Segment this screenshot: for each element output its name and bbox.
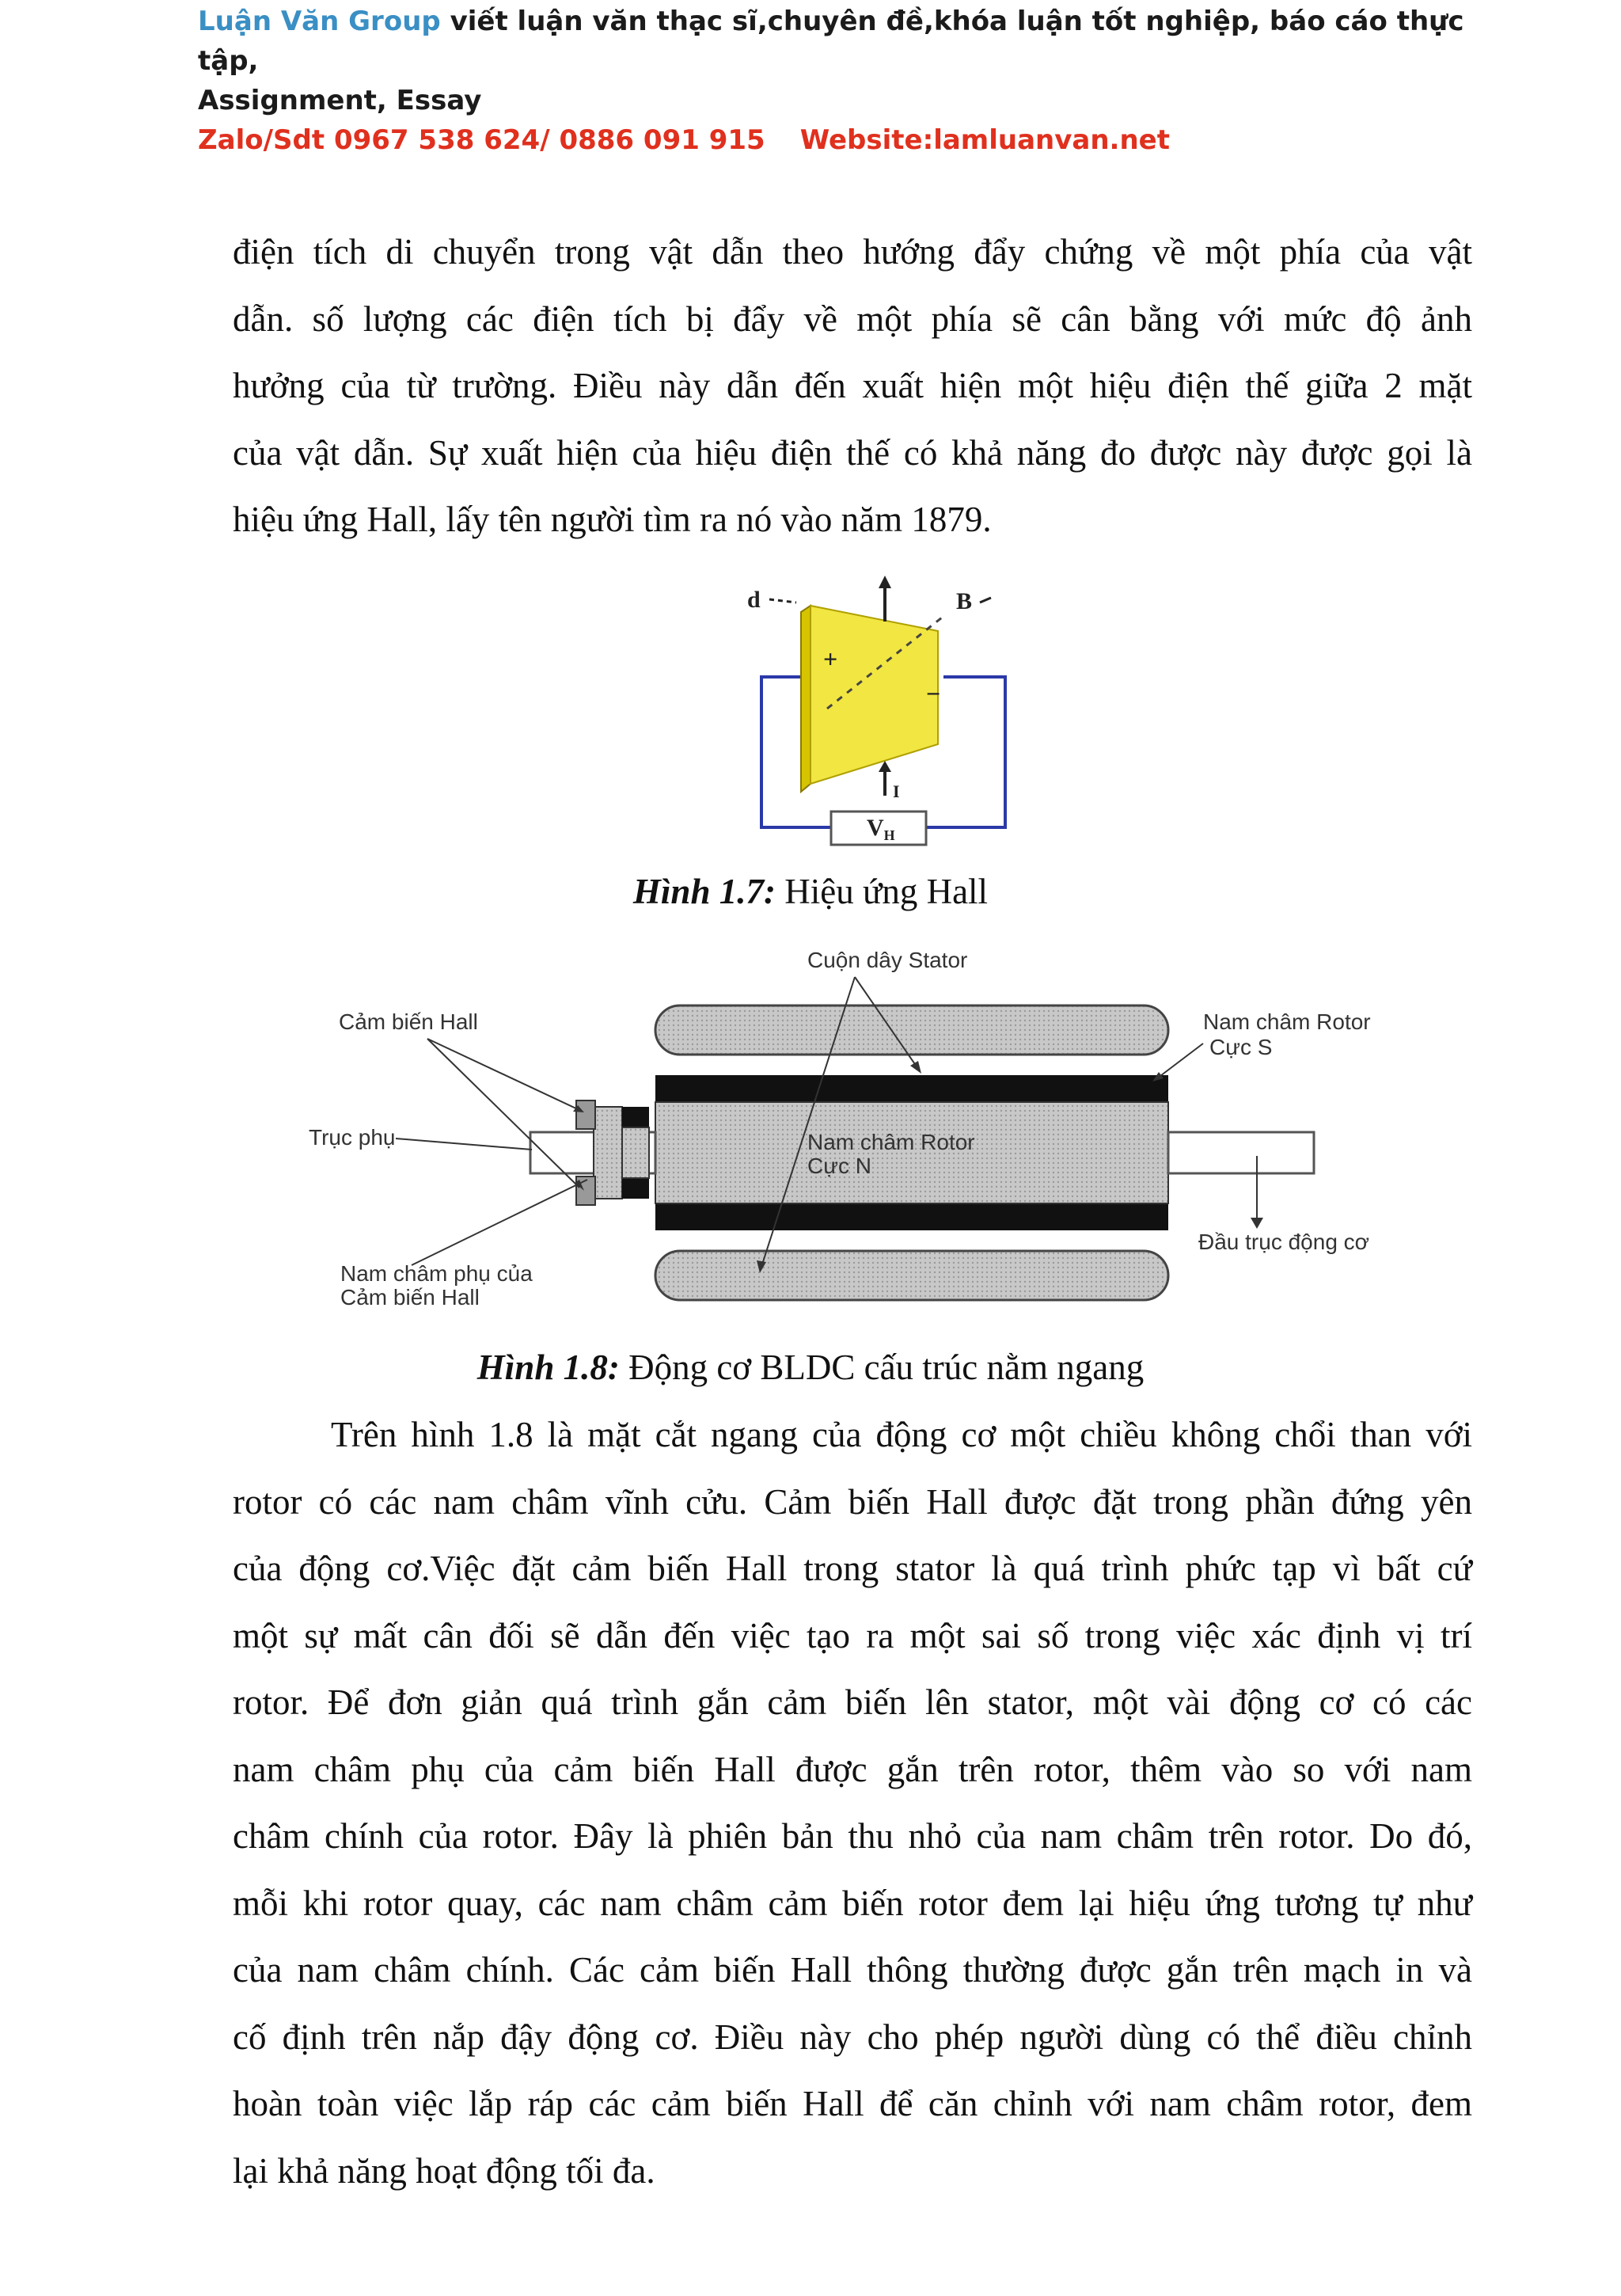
paragraph-1 xyxy=(233,219,1472,553)
field-arrow-icon xyxy=(980,598,991,603)
hall-sensor-label: Cảm biến Hall xyxy=(339,1009,478,1034)
header-tagline: viết luận văn thạc sĩ,chuyên đề,khóa luận tốt nghiệp, báo cáo thực tập, xyxy=(198,6,1464,77)
header-tagline-2: Assignment, Essay xyxy=(198,85,482,116)
hall-plate-edge xyxy=(801,606,810,792)
thickness-arrow-icon xyxy=(769,599,796,603)
paragraph-line: dẫn. số lượng các điện tích bị đẩy về một phía sẽ cân bằng với mức độ ảnh xyxy=(233,298,1472,339)
rotor-pole-s-top xyxy=(655,1075,1168,1102)
stator-coil-top xyxy=(655,1005,1168,1055)
paragraph-line: hoàn toàn việc lắp ráp các cảm biến Hall để căn chỉnh với nam châm rotor, đem xyxy=(233,2084,1472,2123)
plus-label: + xyxy=(823,644,838,673)
field-label: B xyxy=(956,588,973,614)
figure-1-8-caption xyxy=(0,1344,1621,1391)
thickness-label: d xyxy=(747,587,761,613)
aux-magnet-label-1: Nam châm phụ của xyxy=(340,1261,533,1286)
paragraph-line: một sự mất cân đối sẽ dẫn đến việc tạo ra một sai số trong việc xác định vị trí xyxy=(233,1615,1472,1655)
caption-text: Động cơ BLDC cấu trúc nằm ngang xyxy=(619,1348,1145,1387)
hall-effect-figure xyxy=(744,574,1013,851)
paragraph-line: rotor có các nam châm vĩnh cửu. Cảm biến Hall được đặt trong phần đứng yên xyxy=(233,1481,1472,1522)
minus-label: − xyxy=(926,679,941,708)
header-brand: Luận Văn Group xyxy=(198,6,441,37)
motor-shaft xyxy=(1168,1132,1314,1173)
paragraph-2 xyxy=(233,1401,1472,2204)
paragraph-line: hiệu ứng Hall, lấy tên người tìm ra nó vào năm 1879. xyxy=(233,500,992,539)
hall-plate xyxy=(810,606,941,784)
figure-1-7-caption xyxy=(0,868,1621,915)
rotor-s-label-2: Cực S xyxy=(1209,1035,1273,1059)
paragraph-line: của nam châm chính. Các cảm biến Hall thông thường được gắn trên mạch in và xyxy=(233,1950,1472,1990)
paragraph-line: lại khả năng hoạt động tối đa. xyxy=(233,2150,655,2191)
paragraph-line: mỗi khi rotor quay, các nam châm cảm biến rotor đem lại hiệu ứng tương tự như xyxy=(233,1883,1472,1923)
header-contact: Zalo/Sdt 0967 538 624/ 0886 091 915 xyxy=(198,124,765,156)
paragraph-line: hưởng của từ trường. Điều này dẫn đến xuất hiện một hiệu điện thế giữa 2 mặt xyxy=(233,366,1472,405)
rotor-n-label-2: Cực N xyxy=(807,1154,871,1178)
page-header xyxy=(198,2,1464,160)
header-website: Website:lamluanvan.net xyxy=(799,124,1170,156)
paragraph-line: điện tích di chuyển trong vật dẫn theo hướng đẩy chứng về một phía của vật xyxy=(233,232,1472,272)
header-line-1 xyxy=(198,2,1464,81)
stator-coil-bottom xyxy=(655,1251,1168,1300)
header-contact-line xyxy=(198,120,1464,160)
caption-label: Hình 1.7: xyxy=(632,872,776,911)
aux-magnet-core xyxy=(622,1127,649,1178)
paragraph-line: của động cơ.Việc đặt cảm biến Hall trong stator là quá trình phức tạp vì bất cứ xyxy=(233,1549,1472,1588)
vh-label: $V_H$ xyxy=(867,815,895,843)
paragraph-line: châm chính của rotor. Đây là phiên bản thu nhỏ của nam châm trên rotor. Do đó, xyxy=(233,1816,1472,1856)
aux-magnet-pole-bottom xyxy=(622,1178,649,1199)
paragraph-line: nam châm phụ của cảm biến Hall được gắn trên rotor, thêm vào so với nam xyxy=(233,1749,1472,1789)
aux-shaft-label: Trục phụ xyxy=(309,1125,396,1150)
aux-magnet xyxy=(594,1107,622,1199)
paragraph-line: Trên hình 1.8 là mặt cắt ngang của động cơ một chiều không chổi than với xyxy=(331,1415,1472,1454)
caption-label: Hình 1.8: xyxy=(476,1348,620,1387)
stator-label: Cuộn dây Stator xyxy=(807,948,968,972)
top-arrowhead-icon xyxy=(879,576,891,588)
bldc-motor-figure xyxy=(301,942,1441,1322)
rotor-s-label-1: Nam châm Rotor xyxy=(1203,1009,1371,1034)
aux-magnet-label-2: Cảm biến Hall xyxy=(340,1285,480,1310)
paragraph-line: của vật dẫn. Sự xuất hiện của hiệu điện thế có khả năng đo được này được gọi là xyxy=(233,432,1472,473)
caption-text: Hiệu ứng Hall xyxy=(775,872,989,911)
shaft-end-label: Đầu trục động cơ xyxy=(1198,1230,1370,1254)
rotor-pole-s-bottom xyxy=(655,1203,1168,1230)
aux-magnet-pole-top xyxy=(622,1107,649,1127)
paragraph-line: rotor. Để đơn giản quá trình gắn cảm biến lên stator, một vài động cơ có các xyxy=(233,1682,1472,1722)
rotor-n-label-1: Nam châm Rotor xyxy=(807,1130,975,1154)
hall-sensor-top xyxy=(576,1100,595,1129)
paragraph-line: cố định trên nắp đậy động cơ. Điều này cho phép người dùng có thể điều chỉnh xyxy=(233,2017,1472,2057)
current-label: I xyxy=(893,781,900,801)
